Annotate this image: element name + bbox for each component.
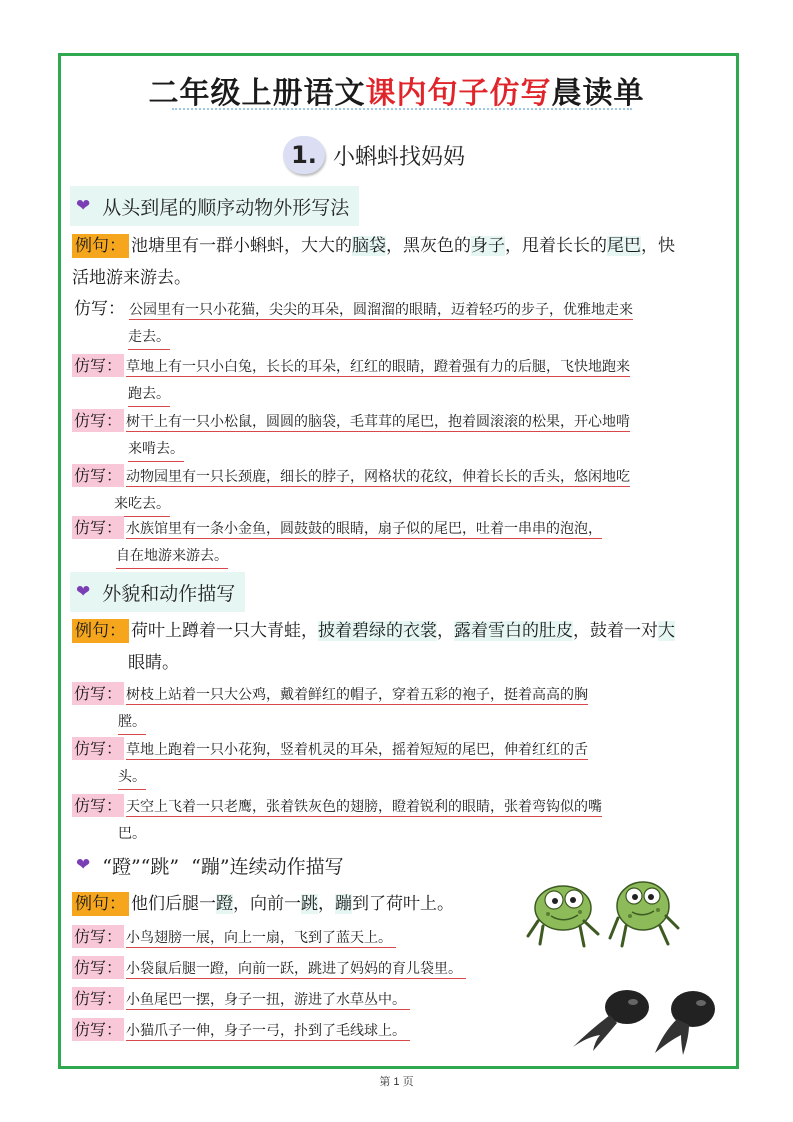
tadpole-illustration	[565, 975, 735, 1060]
imitation-line2: 跑去。	[128, 382, 170, 407]
example-tag: 例句：	[72, 892, 129, 916]
imitation-tag: 仿写：	[74, 411, 123, 430]
example-tag: 例句：	[72, 619, 129, 643]
imitation-line1: 公园里有一只小花猫，尖尖的耳朵，圆溜溜的眼睛，迈着轻巧的步子，优雅地走来	[129, 302, 633, 318]
example-highlight: 脑袋	[352, 236, 386, 256]
example-highlight: 披着碧绿的衣裳	[318, 621, 437, 641]
lesson-number-badge: 1.	[283, 136, 325, 174]
example-sentence	[72, 230, 724, 294]
section-title: 外貌和动作描写	[102, 582, 236, 605]
example-sentence	[72, 888, 512, 920]
example-text: ，快	[641, 236, 675, 256]
imitation-line1: 树枝上站着一只大公鸡，戴着鲜红的帽子，穿着五彩的袍子，挺着高高的胸	[126, 687, 589, 703]
imitation-item	[72, 462, 724, 518]
example-text: 到了荷叶上。	[352, 894, 454, 914]
imitation-tag: 仿写：	[74, 927, 123, 946]
imitation-item	[72, 514, 724, 570]
example-text: ，	[437, 621, 454, 641]
frog-illustration	[518, 866, 688, 956]
heart-icon: ❤	[76, 582, 91, 602]
section-heading	[70, 186, 359, 226]
imitation-line1: 小鱼尾巴一摆，身子一扭，游进了水草丛中。	[126, 992, 410, 1010]
imitation-line2: 来吃去。	[114, 492, 170, 517]
imitation-tag: 仿写：	[74, 1020, 123, 1039]
example-highlight: 蹬	[216, 894, 233, 914]
imitation-line1: 动物园里有一只长颈鹿，细长的脖子，网格状的花纹，伸着长长的舌头，悠闲地吃	[126, 469, 631, 485]
example-text: ，甩着长长的	[505, 236, 607, 256]
imitation-line2: 走去。	[128, 325, 170, 350]
example-highlight: 尾巴	[607, 236, 641, 256]
imitation-line1: 小鸟翅膀一展，向上一扇，飞到了蓝天上。	[126, 930, 396, 948]
example-highlight: 跳	[301, 894, 318, 914]
imitation-line1: 小猫爪子一伸，身子一弓，扑到了毛线球上。	[126, 1023, 410, 1041]
imitation-tag: 仿写：	[74, 958, 123, 977]
imitation-line1: 树干上有一只小松鼠，圆圆的脑袋，毛茸茸的尾巴，抱着圆滚滚的松果，开心地啃	[126, 414, 631, 430]
page-number: 第 1 页	[379, 1076, 414, 1088]
heart-icon: ❤	[76, 196, 91, 216]
frog-right	[610, 882, 678, 946]
imitation-tag: 仿写：	[74, 796, 123, 815]
imitation-tag: 仿写：	[74, 299, 125, 319]
example-tag: 例句：	[72, 234, 129, 258]
imitation-item	[72, 735, 724, 791]
section-heading	[70, 572, 245, 612]
example-highlight: 蹦	[335, 894, 352, 914]
example-highlight: 大	[658, 621, 675, 641]
tadpole-left	[573, 990, 649, 1051]
imitation-tag: 仿写：	[74, 466, 123, 485]
example-text: ，	[318, 894, 335, 914]
tadpole-right	[655, 991, 715, 1055]
lesson-title: 小蝌蚪找妈妈	[333, 144, 466, 170]
imitation-item	[72, 407, 724, 463]
example-text: 荷叶上蹲着一只大青蛙，	[131, 621, 318, 641]
example-highlight: 身子	[471, 236, 505, 256]
example-text: ，黑灰色的	[386, 236, 471, 256]
page-title	[0, 68, 793, 112]
title-part2: 课内句子仿写	[365, 76, 552, 111]
imitation-line2: 巴。	[118, 822, 146, 847]
example-text: ，向前一	[233, 894, 301, 914]
title-underline	[172, 108, 632, 110]
imitation-line2: 自在地游来游去。	[116, 544, 228, 569]
imitation-item	[72, 680, 724, 736]
example-text-line2: 眼睛。	[128, 653, 179, 673]
imitation-tag: 仿写：	[74, 518, 123, 537]
imitation-line2: 来啃去。	[128, 437, 184, 462]
imitation-item	[72, 352, 724, 408]
lesson-heading	[283, 135, 465, 175]
example-text: ，鼓着一对	[573, 621, 658, 641]
imitation-item	[72, 296, 724, 351]
example-text: 池塘里有一群小蝌蚪，大大的	[131, 236, 352, 256]
title-part1: 二年级上册语文	[148, 76, 366, 111]
example-highlight: 露着雪白的肚皮	[454, 621, 573, 641]
imitation-line1: 天空上飞着一只老鹰，张着铁灰色的翅膀，瞪着锐利的眼睛，张着弯钩似的嘴	[126, 799, 603, 815]
imitation-tag: 仿写：	[74, 356, 123, 375]
imitation-line1: 草地上有一只小白兔，长长的耳朵，红红的眼睛，蹬着强有力的后腿，飞快地跑来	[126, 359, 631, 375]
imitation-tag: 仿写：	[74, 989, 123, 1008]
section-title: 从头到尾的顺序动物外形写法	[102, 196, 350, 219]
title-part3: 晨读单	[551, 76, 645, 111]
imitation-tag: 仿写：	[74, 684, 123, 703]
frog-left	[528, 886, 598, 946]
imitation-tag: 仿写：	[74, 739, 123, 758]
imitation-line1: 草地上跑着一只小花狗，竖着机灵的耳朵，摇着短短的尾巴，伸着红红的舌	[126, 742, 589, 758]
example-text: 他们后腿一	[131, 894, 216, 914]
imitation-line1: 水族馆里有一条小金鱼，圆鼓鼓的眼睛，扇子似的尾巴，吐着一串串的泡泡，	[126, 521, 603, 537]
heart-icon: ❤	[76, 855, 91, 875]
section-heading	[70, 845, 354, 885]
imitation-item	[72, 792, 724, 848]
example-sentence	[72, 615, 724, 679]
imitation-line2: 膛。	[118, 710, 146, 735]
section-title: “蹬”“跳” “蹦”连续动作描写	[102, 855, 344, 878]
imitation-line1: 小袋鼠后腿一蹬，向前一跃，跳进了妈妈的育儿袋里。	[126, 961, 466, 979]
example-text-line2: 活地游来游去。	[72, 268, 191, 288]
imitation-line2: 头。	[118, 765, 146, 790]
